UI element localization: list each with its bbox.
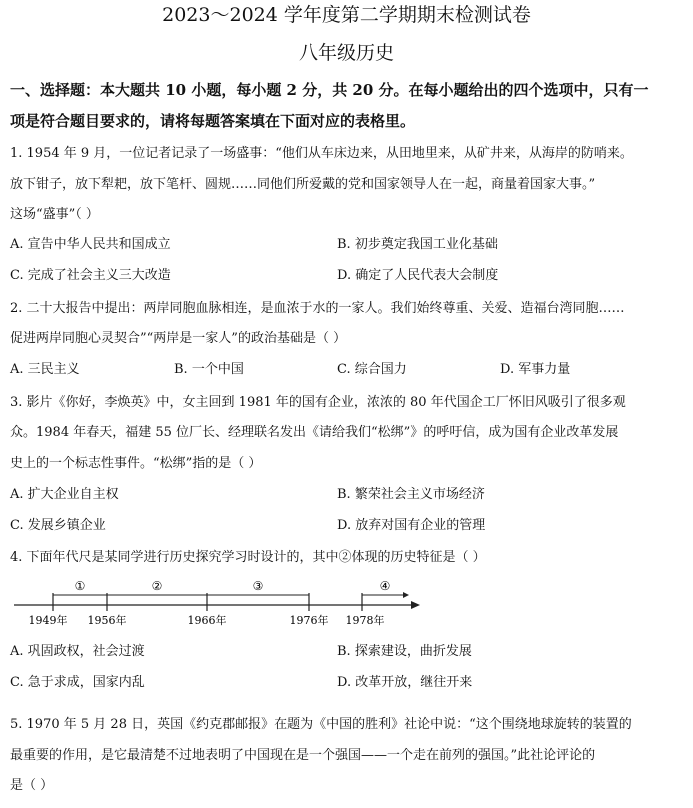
question-2-option-d: D. 军事力量 [500,362,571,377]
question-3-line-3: 史上的一个标志性事件。“松绑”指的是（ ） [10,456,262,471]
question-4-option-a: A. 巩固政权，社会过渡 [10,644,145,659]
year-label-1976: 1976年 [289,614,329,627]
question-3-line-2: 众。1984 年春天，福建 55 位厂长、经理联名发出《请给我们“松绑”》的呼吁信，成为国有企业改革发展 [10,425,619,440]
timeline-ruler [0,580,693,630]
section-instructions-line-1: 一、选择题：本大题共 10 小题，每小题 2 分，共 20 分。在每小题给出的四个选项中，只有一 [10,81,649,99]
question-3-option-a: A. 扩大企业自主权 [10,487,119,502]
timeline-arrow-icon [411,601,420,609]
period-1-label: ① [74,580,86,593]
question-1-line-3: 这场“盛事”（ ） [10,207,99,222]
period-4-label: ④ [379,580,391,593]
period-4-arrow-icon [403,592,409,598]
year-label-1978: 1978年 [345,614,385,627]
question-1-option-d: D. 确定了人民代表大会制度 [337,268,499,283]
period-3-label: ③ [252,580,264,593]
year-label-1966: 1966年 [187,614,227,627]
question-1-option-c: C. 完成了社会主义三大改造 [10,268,171,283]
question-2-option-c: C. 综合国力 [337,362,407,377]
exam-title: 2023～2024 学年度第二学期期末检测试卷 [162,4,531,26]
exam-subtitle: 八年级历史 [298,42,394,64]
question-1-line-1: 1. 1954 年 9 月，一位记者记录了一场盛事：“他们从车床边来，从田地里来，从矿井来，从海岸的防哨来。 [10,146,633,161]
question-3-option-c: C. 发展乡镇企业 [10,518,106,533]
section-instructions-line-2: 项是符合题目要求的，请将每题答案填在下面对应的表格里。 [10,112,416,130]
question-2-line-2: 促进两岸同胞心灵契合”“两岸是一家人”的政治基础是（ ） [10,331,347,346]
year-label-1949: 1949年 [28,614,68,627]
question-4-option-d: D. 改革开放，继往开来 [337,675,473,690]
question-3-option-b: B. 繁荣社会主义市场经济 [337,487,485,502]
year-label-1956: 1956年 [87,614,127,627]
question-1-option-a: A. 宣告中华人民共和国成立 [10,237,171,252]
question-3-option-d: D. 放弃对国有企业的管理 [337,518,486,533]
question-5-line-1: 5. 1970 年 5 月 28 日，英国《约克郡邮报》在题为《中国的胜利》社论中说：“这个围绕地球旋转的装置的 [10,717,632,732]
question-4-line: 4. 下面年代尺是某同学进行历史探究学习时设计的，其中②体现的历史特征是（ ） [10,550,486,565]
question-4-option-b: B. 探索建设，曲折发展 [337,644,472,659]
question-4-option-c: C. 急于求成，国家内乱 [10,675,145,690]
question-2-option-a: A. 三民主义 [10,362,80,377]
question-1-line-2: 放下钳子，放下犁耙，放下笔杆、圆规……同他们所爱戴的党和国家领导人在一起，商量着国家大事。” [10,177,596,192]
question-1-option-b: B. 初步奠定我国工业化基础 [337,237,498,252]
question-3-line-1: 3. 影片《你好，李焕英》中，女主回到 1981 年的国有企业，浓浓的 80 年代国企工厂怀旧风吸引了很多观 [10,395,626,410]
question-2-line-1: 2. 二十大报告中提出：两岸同胞血脉相连，是血浓于水的一家人。我们始终尊重、关爱、造福台湾同胞…… [10,301,625,316]
question-2-option-b: B. 一个中国 [174,362,244,377]
period-2-label: ② [151,580,163,593]
question-5-line-2: 最重要的作用，是它最清楚不过地表明了中国现在是一个强国——一个走在前列的强国。”此社论评论的 [10,748,596,763]
question-5-line-3: 是（ ） [10,778,54,793]
